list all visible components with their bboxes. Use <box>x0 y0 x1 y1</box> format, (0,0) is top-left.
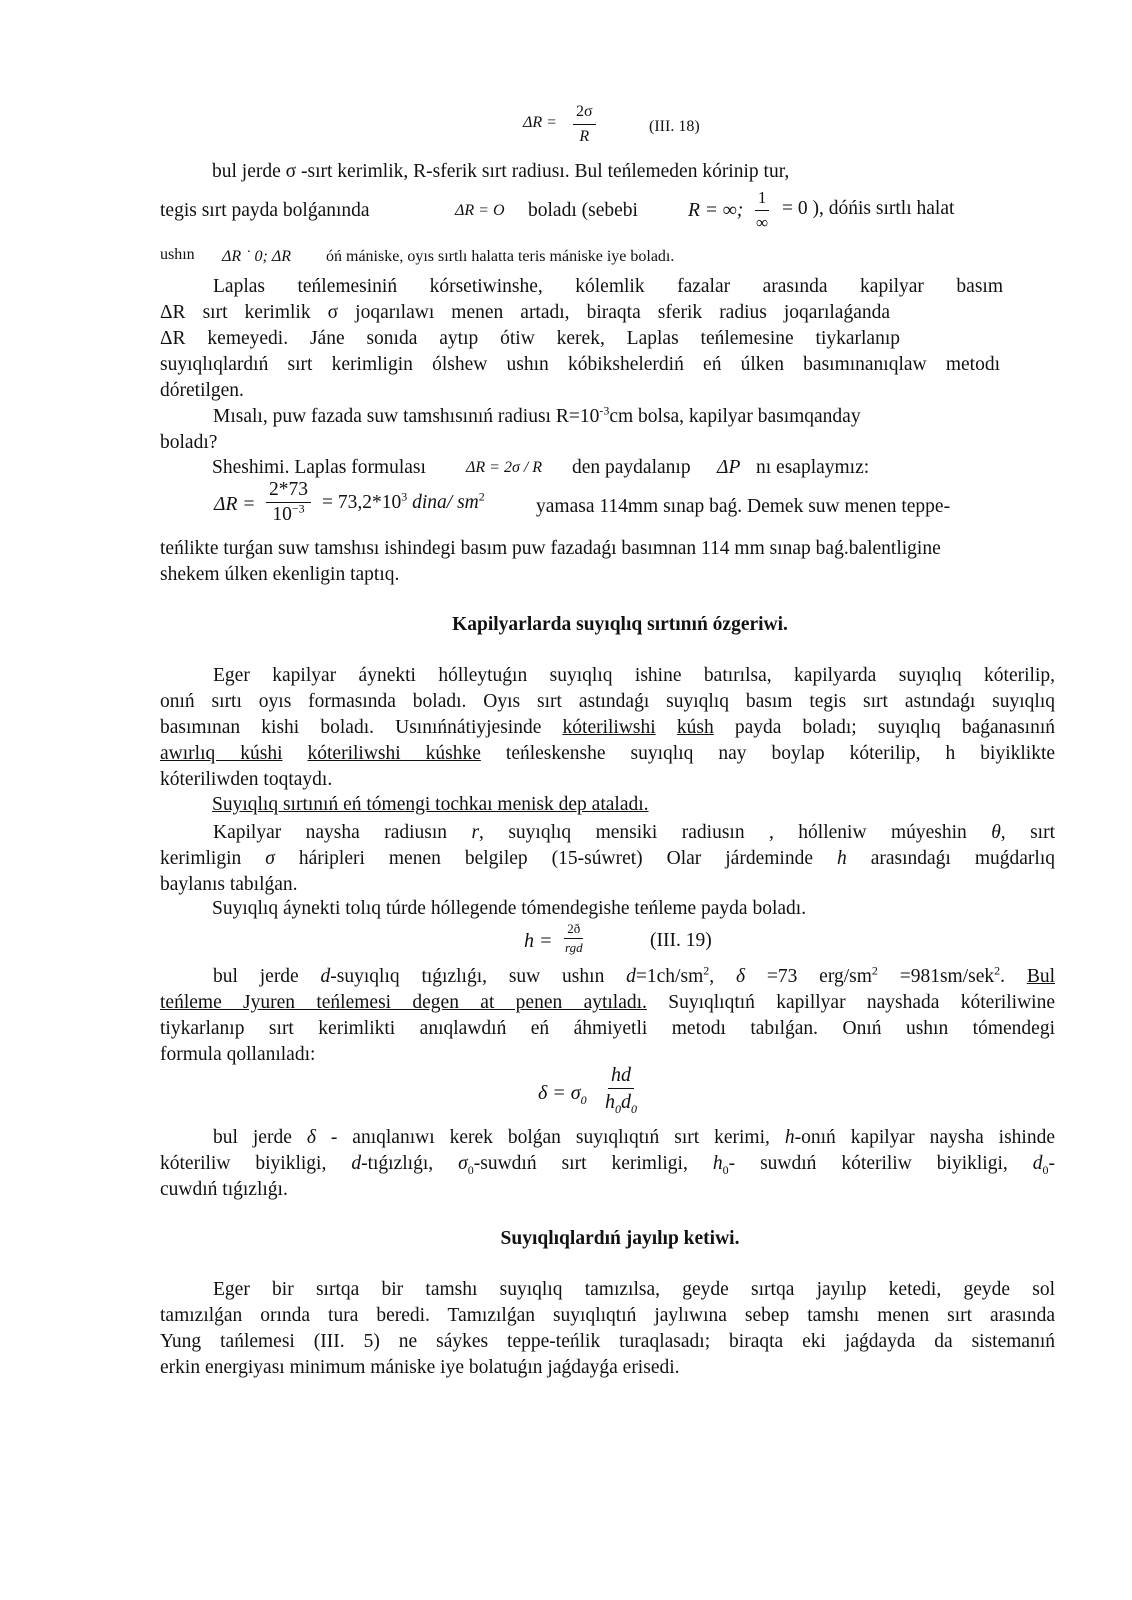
p6-line1: Eger kapilyar áynekti hólleytuǵın suyıqlıq ishine batırılsa, kapilyarda suyıqlıq kóterilip, <box>213 665 1055 686</box>
p6-line5: kóteriliwden toqtaydı. <box>160 769 333 790</box>
p1-line3-a: ushın <box>160 246 195 263</box>
p12-line4: erkin energiyası minimum mániske iye bolatuǵın jaǵdayǵa erisedi. <box>160 1357 680 1378</box>
eqcalc-den-sup: −3 <box>291 501 305 516</box>
eq19-lhs: h = <box>524 930 553 952</box>
p8-line3: baylanıs tabılǵan. <box>160 874 298 895</box>
eq19-fraction <box>562 920 586 957</box>
equation-calculation <box>214 478 1064 538</box>
p6-line2: onıń sırtı oyıs formasında boladı. Oyıs sırt astındaǵı suyıqlıq basım tegis sırt astındaǵı suyıqlıq <box>160 691 1055 712</box>
eq19-tag: (III. 19) <box>650 930 712 951</box>
p8-line2: kerimligin σ háripleri menen belgilep (15-súwret) Olar járdeminde h arasındaǵı muǵdarlıq <box>160 848 1055 869</box>
heading-kapilyarlarda: Kapilyarlarda suyıqlıq sırtınıń ózgeriwi. <box>452 614 788 635</box>
p12-line2: tamızılǵan orında tura beredi. Tamızılǵan suyıqlıqtıń jaylıwına sebep tamshı menen sırt arasında <box>160 1305 1055 1326</box>
eq18-denominator: R <box>579 128 590 145</box>
p10-line4: formula qollanıladı: <box>160 1044 316 1065</box>
p10-line1: bul jerde d-suyıqlıq tıǵızlıǵı, suw ushın $d=1ch/sm^2$, δ =73 erg/$sm^2 =981sm/sek^2$. Bul <box>213 963 1056 987</box>
p1-line3 <box>160 246 1060 272</box>
p4-a: Sheshimi. Laplas formulası <box>212 457 426 478</box>
heading-jayilip-ketiwi: Suyıqlıqlardıń jayılıp ketiwi. <box>500 1228 740 1249</box>
p8 <box>160 820 1055 898</box>
p10-line2: teńleme Jyuren teńlemesi degen at penen aytıladı. Suyıqlıqtıń kapillyar nayshada kóteriliwine <box>160 992 1055 1013</box>
equation-iii-19 <box>524 920 784 964</box>
eqcalc-fraction <box>266 478 311 527</box>
eq18-lhs: ΔR = <box>523 114 557 131</box>
p1-line2-fraction-num: 1 <box>755 186 770 211</box>
p6-line4-b: teńleskenshe suyıqlıq nay boylap kóterilip, h biyiklikte <box>480 743 1056 764</box>
equation-delta <box>538 1062 738 1122</box>
eqcalc-num: 2*73 <box>266 478 311 503</box>
p6-line3-a: basımınan kishi boladı. Usınıńnátiyjesinde <box>160 717 563 738</box>
eqcalc-unit-sup: 2 <box>478 489 485 504</box>
eqcalc-rhs-wrap <box>322 489 485 514</box>
equation-iii-18 <box>523 100 783 156</box>
p3-line1-sup: -3 <box>599 403 610 418</box>
p4-eq: ΔR = 2σ / R <box>466 459 543 476</box>
p3 <box>160 404 1055 456</box>
p2-line1: Laplas teńlemesiniń kórsetiwinshe, kólemlik fazalar arasında kapilyar basım <box>213 276 1003 297</box>
p6-line4-u2: kóteriliwshi kúshke <box>307 743 481 764</box>
p4-e: nı esaplaymız: <box>756 457 870 478</box>
p6 <box>160 663 1055 793</box>
p5 <box>160 536 1060 588</box>
p1-line2 <box>160 186 1060 232</box>
eq19-numerator: 2ð <box>564 920 583 939</box>
p1-line2-fraction-den: ∞ <box>756 213 769 232</box>
eq19-denominator: rgd <box>565 940 583 955</box>
p1-line3-eq: ΔR ˙ 0; ΔR <box>222 248 291 265</box>
p11-line1: bul jerde δ - anıqlanıwı kerek bolǵan suyıqlıqtıń sırt kerimi, h-onıń kapilyar naysha ishinde <box>213 1127 1056 1148</box>
p1-line1: bul jerde σ -sırt kerimlik, R-sferik sırt radiusı. Bul teńlemeden kórinip tur, <box>212 161 790 182</box>
p10-line3: tiykarlanıp sırt kerimlikti anıqlawdıń eń áhmiyetli metodı tabılǵan. Onıń ushın tómendegi <box>160 1018 1055 1039</box>
p6-line3-u1: kóteriliwshi <box>562 717 656 738</box>
p6-line3-b: payda boladı; suyıqlıq baǵanasınıń <box>713 717 1055 738</box>
p1-line2-eq1: ΔR = O <box>455 202 505 219</box>
p3-line2: boladı? <box>160 432 218 453</box>
p5-line2: shekem úlken ekenligin taptıq. <box>160 564 400 585</box>
eqdelta-fraction <box>602 1062 640 1115</box>
p1-line2-a: tegis sırt payda bolǵanında <box>160 200 370 221</box>
eqcalc-rhs: = 73,2*10 <box>322 492 402 513</box>
p11-line3: cuwdıń tıǵızlıǵı. <box>160 1179 288 1200</box>
p3-line1-a: Mısalı, puw fazada suw tamshısınıń radiusı R=10 <box>213 406 600 427</box>
p4-dp: ΔP <box>717 457 741 478</box>
eqcalc-den-wrap <box>269 503 307 527</box>
eqdelta-den: $h_0d_0$ <box>605 1091 637 1116</box>
eqcalc-lhs: ΔR = <box>214 494 256 515</box>
p9: Suyıqlıq áynekti tolıq túrde hóllegende tómendegishe teńleme payda boladı. <box>212 898 807 919</box>
p2-line5: dóretilgen. <box>160 380 244 401</box>
p6-line4 <box>160 741 1055 767</box>
p2-line4: suyıqlıqlardıń sırt kerimligin ólshew ushın kóbikshelerdiń eń úlken basımınanıqlaw metodı <box>160 354 1000 375</box>
eq18-numerator: 2σ <box>573 100 596 125</box>
p8-line1: Kapilyar naysha radiusın r, suyıqlıq mensiki radiusın , hólleniw múyeshin θ, sırt <box>213 822 1056 843</box>
p6-line3-u2: kúsh <box>676 717 714 738</box>
eqcalc-den: 10 <box>272 504 292 525</box>
eq18-tag: (III. 18) <box>649 118 700 135</box>
p1-line2-c: boladı (sebebi <box>528 200 638 221</box>
p11 <box>160 1125 1055 1203</box>
p1-line2-fraction <box>753 186 771 235</box>
p5-line1: teńlikte turǵan suw tamshısı ishindegi basım puw fazadaǵı basımnan 114 mm sınap baǵ.balentligine <box>160 538 941 559</box>
eq18-fraction <box>573 100 596 149</box>
eqcalc-unit: dina/ sm <box>412 492 479 513</box>
p2-line2: ΔR sırt kerimlik σ joqarılawı menen artadı, biraqta sferik radius joqarılaǵanda <box>160 302 890 323</box>
p3-line1 <box>160 404 1055 430</box>
eqdelta-lhs-wrap: $\delta = \sigma_0$ <box>538 1082 587 1107</box>
p6-line3 <box>160 715 1055 741</box>
p12-line1: Eger bir sırtqa bir tamshı suyıqlıq tamızılsa, geyde sırtqa jayılıp ketedi, geyde sol <box>213 1279 1055 1300</box>
p2-line3: ΔR kemeyedi. Jáne sonıda aytıp ótiw kerek, Laplas teńlemesine tiykarlanıp <box>160 328 900 349</box>
eqcalc-rhs-sup: 3 <box>401 489 408 504</box>
p3-line1-b: cm bolsa, kapilyar basımqanday <box>609 406 861 427</box>
p7-menisk: Suyıqlıq sırtınıń eń tómengi tochkaı menisk dep ataladı. <box>212 794 649 815</box>
p1-line2-f: = 0 ), dóńis sırtlı halat <box>782 198 955 219</box>
eqdelta-num: hd <box>608 1062 634 1089</box>
eqcalc-tail: yamasa 114mm sınap baǵ. Demek suw menen teppe- <box>536 496 951 517</box>
p4-c: den paydalanıp <box>572 457 691 478</box>
p6-line4-u1: awırlıq kúshi <box>160 743 283 764</box>
p12 <box>160 1277 1055 1381</box>
p10 <box>160 964 1055 1068</box>
p1-line2-eq2: R = ∞; <box>688 200 744 221</box>
p1-line3-c: óń mániske, oyıs sırtlı halatta teris mániske iye boladı. <box>326 248 675 265</box>
p2 <box>160 274 1055 404</box>
p11-line2: kóteriliw biyikligi, d-tıǵızlıǵı, $\sigma_0$-suwdıń sırt kerimligi, $h_0-$ suwdıń kóteriliw biyikligi, $d_0-$ <box>160 1153 1055 1177</box>
p12-line3: Yung tańlemesi (III. 5) ne sáykes teppe-teńlik turaqlasadı; biraqta eki jaǵdayda da sistemanıń <box>160 1331 1055 1352</box>
